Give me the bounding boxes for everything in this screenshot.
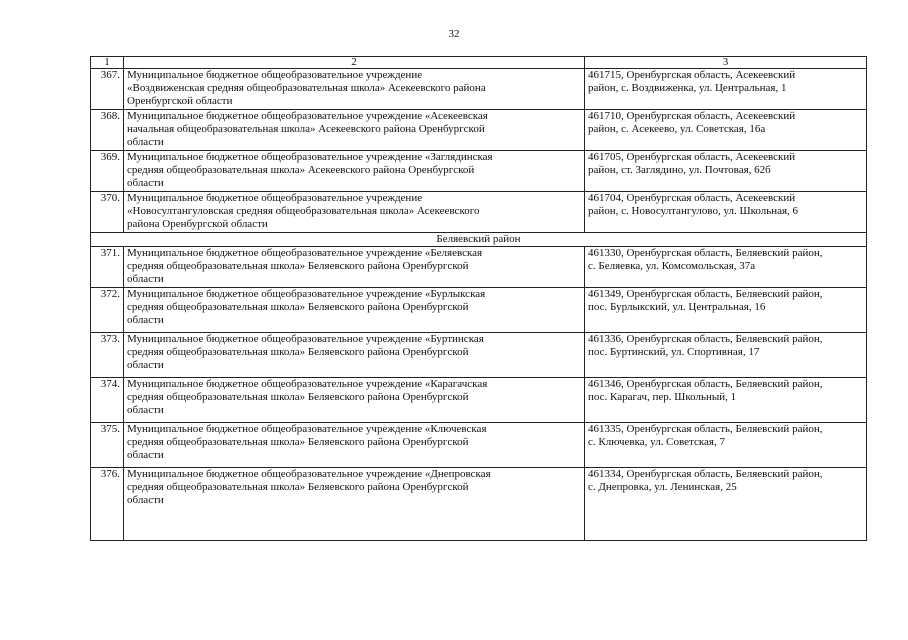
school-name: Муниципальное бюджетное общеобразовательное учреждение «Асекеевская начальная общеобразовательная школа» Асекеевского района Оренбургской области — [124, 110, 585, 151]
school-name: Муниципальное бюджетное общеобразовательное учреждение «Буртинская средняя общеобразовательная школа» Беляевского района Оренбургской области — [124, 333, 585, 378]
table-row — [91, 192, 867, 233]
school-name: Муниципальное бюджетное общеобразовательное учреждение «Беляевская средняя общеобразовательная школа» Беляевского района Оренбургской области — [124, 247, 585, 288]
column-header-3: 3 — [585, 57, 867, 69]
school-address: 461705, Оренбургская область, Асекеевский район, ст. Заглядино, ул. Почтовая, 62б — [585, 151, 867, 192]
table-row — [91, 69, 867, 110]
table-row — [91, 333, 867, 378]
row-number: 367. — [91, 69, 124, 110]
row-number: 376. — [91, 468, 124, 541]
table-row — [91, 378, 867, 423]
table-header-row — [91, 57, 867, 69]
school-address: 461334, Оренбургская область, Беляевский район, с. Днепровка, ул. Ленинская, 25 — [585, 468, 867, 541]
table-row — [91, 288, 867, 333]
table-row — [91, 423, 867, 468]
row-number: 368. — [91, 110, 124, 151]
table-row — [91, 247, 867, 288]
table-row — [91, 468, 867, 541]
row-number: 372. — [91, 288, 124, 333]
row-number: 369. — [91, 151, 124, 192]
school-address: 461335, Оренбургская область, Беляевский район, с. Ключевка, ул. Советская, 7 — [585, 423, 867, 468]
school-name: Муниципальное бюджетное общеобразовательное учреждение «Новосултангуловская средняя общеобразовательная школа» Асекеевского района Оренбургской области — [124, 192, 585, 233]
school-address: 461346, Оренбургская область, Беляевский район, пос. Карагач, пер. Школьный, 1 — [585, 378, 867, 423]
table-row — [91, 110, 867, 151]
school-address: 461330, Оренбургская область, Беляевский район, с. Беляевка, ул. Комсомольская, 37а — [585, 247, 867, 288]
school-name: Муниципальное бюджетное общеобразовательное учреждение «Заглядинская средняя общеобразовательная школа» Асекеевского района Оренбургской области — [124, 151, 585, 192]
schools-table — [90, 56, 867, 541]
school-name: Муниципальное бюджетное общеобразовательное учреждение «Бурлыкская средняя общеобразовательная школа» Беляевского района Оренбургской области — [124, 288, 585, 333]
page-number: 32 — [448, 28, 460, 40]
column-header-1: 1 — [91, 57, 124, 69]
row-number: 373. — [91, 333, 124, 378]
column-header-2: 2 — [124, 57, 585, 69]
row-number: 371. — [91, 247, 124, 288]
row-number: 374. — [91, 378, 124, 423]
row-number: 375. — [91, 423, 124, 468]
school-address: 461704, Оренбургская область, Асекеевский район, с. Новосултангулово, ул. Школьная, 6 — [585, 192, 867, 233]
district-heading: Беляевский район — [91, 233, 867, 247]
school-address: 461710, Оренбургская область, Асекеевский район, с. Асекеево, ул. Советская, 16а — [585, 110, 867, 151]
school-address: 461336, Оренбургская область, Беляевский район, пос. Буртинский, ул. Спортивная, 17 — [585, 333, 867, 378]
school-name: Муниципальное бюджетное общеобразовательное учреждение «Днепровская средняя общеобразовательная школа» Беляевского района Оренбургской области — [124, 468, 585, 541]
school-name: Муниципальное бюджетное общеобразовательное учреждение «Воздвиженская средняя общеобразовательная школа» Асекеевского района Оренбургской области — [124, 69, 585, 110]
school-address: 461715, Оренбургская область, Асекеевский район, с. Воздвиженка, ул. Центральная, 1 — [585, 69, 867, 110]
table-row — [91, 151, 867, 192]
school-name: Муниципальное бюджетное общеобразовательное учреждение «Карагачская средняя общеобразовательная школа» Беляевского района Оренбургской области — [124, 378, 585, 423]
row-number: 370. — [91, 192, 124, 233]
school-address: 461349, Оренбургская область, Беляевский район, пос. Бурлыкский, ул. Центральная, 16 — [585, 288, 867, 333]
district-row — [91, 233, 867, 247]
school-name: Муниципальное бюджетное общеобразовательное учреждение «Ключевская средняя общеобразовательная школа» Беляевского района Оренбургской области — [124, 423, 585, 468]
